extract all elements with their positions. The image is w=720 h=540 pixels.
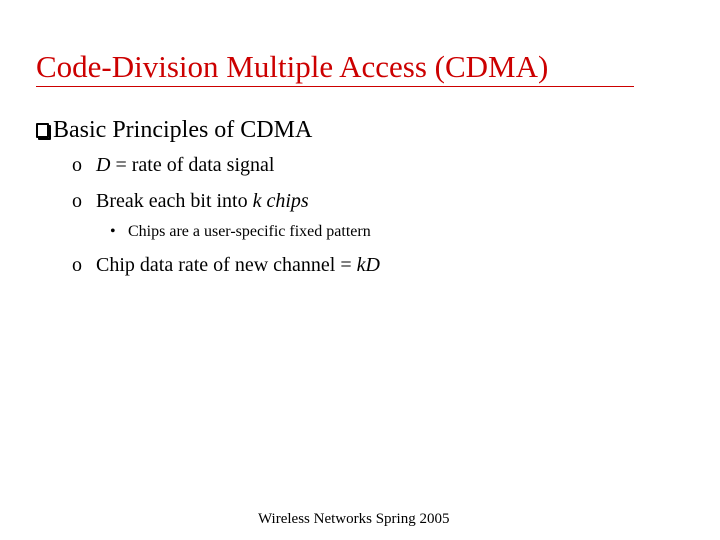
circle-bullet-marker: o <box>72 254 82 276</box>
kd-text: kD <box>356 254 380 276</box>
title-underline <box>36 86 634 87</box>
sub-bullet-data-rate <box>72 153 274 177</box>
sub-bullet-text: = rate of data signal <box>110 154 275 176</box>
sub-bullet-chip-rate <box>72 253 380 277</box>
sub-bullet-text: Break each bit into <box>96 190 253 212</box>
circle-bullet-marker: o <box>72 190 82 212</box>
detail-bullet-text: Chips are a user-specific fixed pattern <box>128 223 371 240</box>
sub-bullet-break-bits <box>72 189 309 213</box>
circle-bullet-marker: o <box>72 154 82 176</box>
slide-footer: Wireless Networks Spring 2005 <box>258 511 450 527</box>
checkbox-bullet-icon <box>36 123 49 138</box>
slide-title: Code-Division Multiple Access (CDMA) <box>36 49 549 84</box>
detail-bullet-chips-pattern <box>110 221 371 243</box>
variable-d: D <box>96 154 111 176</box>
k-chips-text: k chips <box>252 190 309 212</box>
main-bullet-text: Basic Principles of CDMA <box>53 117 313 143</box>
main-bullet <box>36 115 312 145</box>
dot-bullet-marker: • <box>110 223 116 240</box>
sub-bullet-text: Chip data rate of new channel = <box>96 254 357 276</box>
